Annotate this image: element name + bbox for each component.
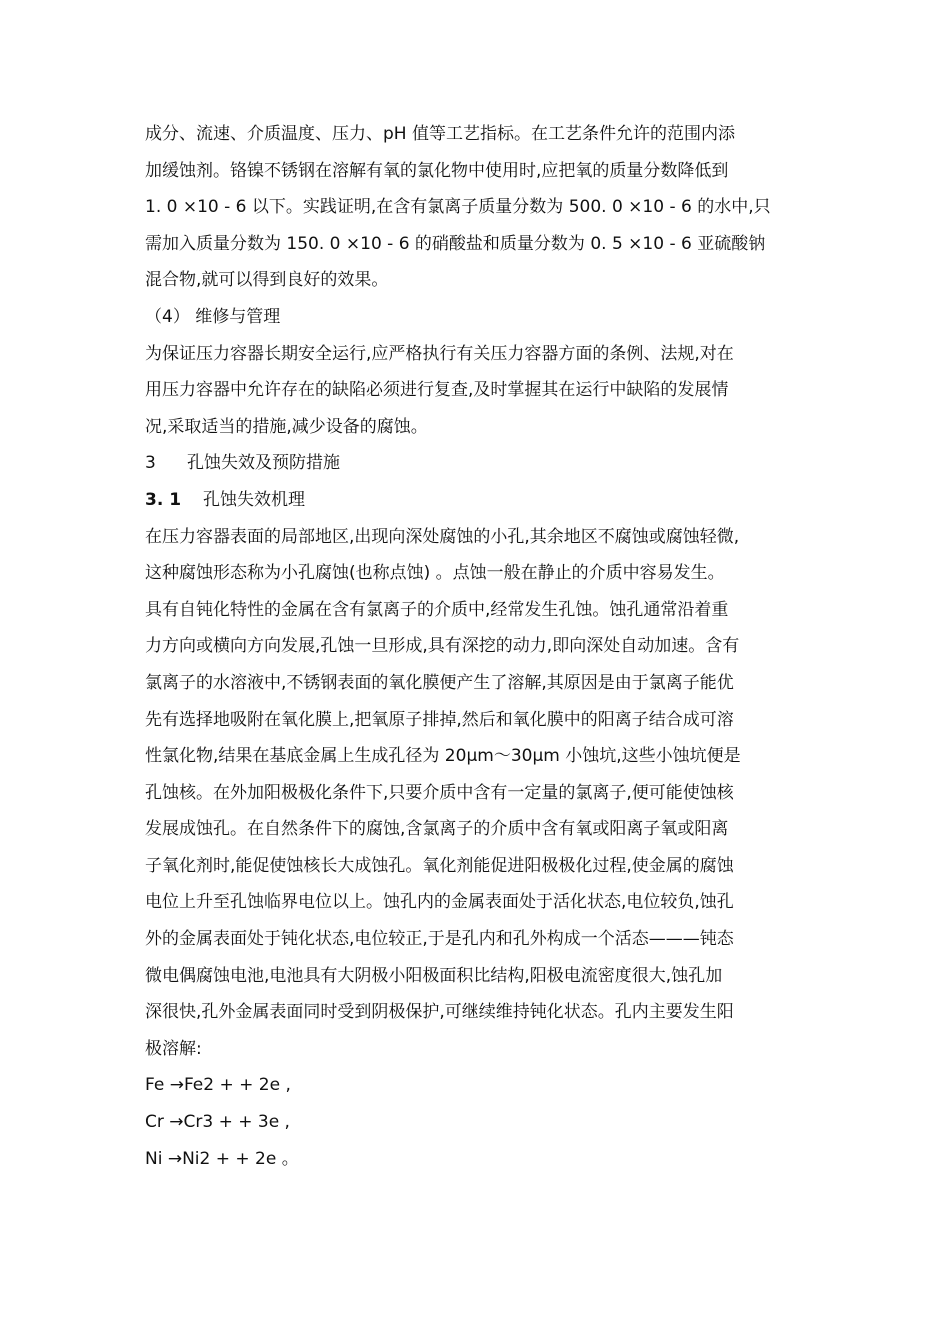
body-line: 力方向或横向方向发展,孔蚀一旦形成,具有深挖的动力,即向深处自动加速。含有: [145, 636, 740, 657]
section-heading-3-1: [145, 482, 815, 519]
section-title: 孔蚀失效机理: [203, 489, 305, 510]
paragraph-line: 需加入质量分数为 150. 0 ×10 - 6 的硝酸盐和质量分数为 0. 5 ×10 - 6 亚硫酸钠: [145, 233, 766, 254]
paragraph-line: 成分、流速、介质温度、压力、pH 值等工艺指标。在工艺条件允许的范围内添: [145, 124, 735, 144]
paragraph-line: 加缓蚀剂。铬镍不锈钢在溶解有氧的氯化物中使用时,应把氧的质量分数降低到: [145, 160, 729, 181]
body-line: 极溶解:: [145, 1038, 202, 1059]
paragraph-line: 混合物,就可以得到良好的效果。: [145, 270, 389, 291]
body-line: 氯离子的水溶液中,不锈钢表面的氧化膜便产生了溶解,其原因是由于氯离子能优: [145, 672, 734, 693]
paragraph-line: 况,采取适当的措施,减少设备的腐蚀。: [145, 416, 428, 437]
body-line: 外的金属表面处于钝化状态,电位较正,于是孔内和孔外构成一个活态———钝态: [145, 929, 734, 950]
body-line: 先有选择地吸附在氧化膜上,把氧原子排掉,然后和氧化膜中的阳离子结合成可溶: [145, 709, 734, 730]
body-line: 子氧化剂时,能促使蚀核长大成蚀孔。氧化剂能促进阳极极化过程,使金属的腐蚀: [145, 855, 734, 876]
body-line: 在压力容器表面的局部地区,出现向深处腐蚀的小孔,其余地区不腐蚀或腐蚀轻微,: [145, 526, 740, 547]
body-line: 微电偶腐蚀电池,电池具有大阴极小阳极面积比结构,阳极电流密度很大,蚀孔加: [145, 965, 723, 986]
section-title: 孔蚀失效及预防措施: [187, 453, 340, 474]
body-line: 性氯化物,结果在基底金属上生成孔径为 20μm～30μm 小蚀坑,这些小蚀坑便是: [145, 746, 741, 767]
equation-cr: Cr →Cr3 + + 3e ,: [145, 1112, 290, 1133]
document-text: [145, 116, 815, 1177]
paragraph-line: 用压力容器中允许存在的缺陷必须进行复查,及时掌握其在运行中缺陷的发展情: [145, 380, 729, 401]
body-line: 这种腐蚀形态称为小孔腐蚀(也称点蚀) 。点蚀一般在静止的介质中容易发生。: [145, 563, 725, 584]
equation-fe: Fe →Fe2 + + 2e ,: [145, 1075, 291, 1096]
section-heading-3: [145, 445, 815, 482]
body-line: 深很快,孔外金属表面同时受到阴极保护,可继续维持钝化状态。孔内主要发生阳: [145, 1002, 734, 1023]
equation-ni: Ni →Ni2 + + 2e 。: [145, 1148, 299, 1169]
body-line: 电位上升至孔蚀临界电位以上。蚀孔内的金属表面处于活化状态,电位较负,蚀孔: [145, 892, 734, 913]
body-line: 具有自钝化特性的金属在含有氯离子的介质中,经常发生孔蚀。蚀孔通常沿着重: [145, 599, 729, 620]
paragraph-line: 1. 0 ×10 - 6 以下。实践证明,在含有氯离子质量分数为 500. 0 ×10 - 6 的水中,只: [145, 197, 771, 218]
subheading-maintenance: （4） 维修与管理: [145, 306, 281, 327]
section-number: 3. 1: [145, 489, 182, 510]
body-line: 孔蚀核。在外加阳极极化条件下,只要介质中含有一定量的氯离子,便可能使蚀核: [145, 782, 734, 803]
paragraph-line: 为保证压力容器长期安全运行,应严格执行有关压力容器方面的条例、法规,对在: [145, 343, 734, 364]
body-line: 发展成蚀孔。在自然条件下的腐蚀,含氯离子的介质中含有氧或阳离子氧或阳离: [145, 819, 729, 840]
section-number: 3: [145, 453, 156, 474]
